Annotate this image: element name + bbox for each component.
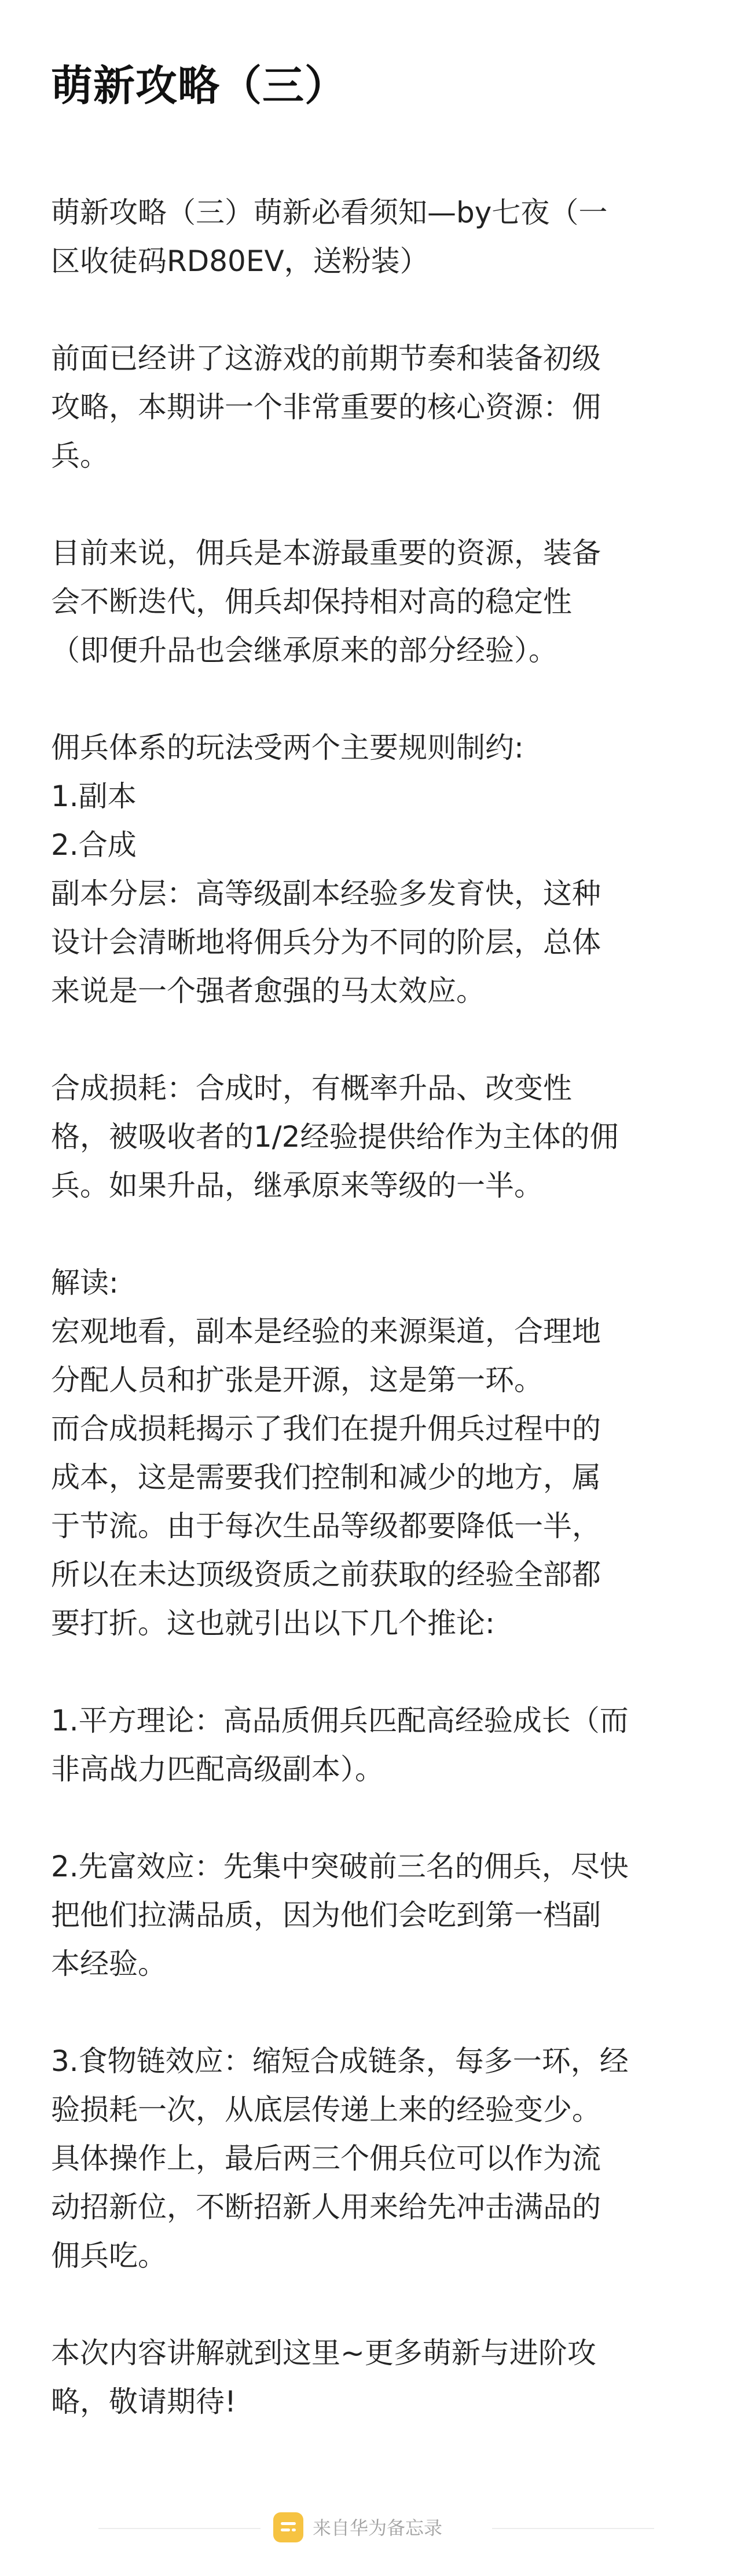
note-footer xyxy=(0,2508,741,2548)
body-text-line: 2.合成 xyxy=(51,828,137,862)
body-text-line: 佣兵体系的玩法受两个主要规则制约: xyxy=(51,731,524,764)
body-text-line: 非高战力匹配高级副本）。 xyxy=(51,1752,384,1786)
body-text-line: 本经验。 xyxy=(51,1947,167,1981)
body-text-line: 要打折。这也就引出以下几个推论: xyxy=(51,1607,495,1640)
body-text-line: 兵。如果升品，继承原来等级的一半。 xyxy=(51,1169,543,1202)
note-body xyxy=(51,188,694,2426)
body-text-line: 佣兵吃。 xyxy=(51,2239,167,2273)
body-text-line: 3.食物链效应：缩短合成链条，每多一环，经 xyxy=(51,2044,629,2078)
body-text-line: 目前来说，佣兵是本游最重要的资源，装备 xyxy=(51,536,601,570)
footer-divider-left xyxy=(98,2528,261,2529)
body-text-line: 而合成损耗揭示了我们在提升佣兵过程中的 xyxy=(51,1412,601,1446)
body-text-line: 来说是一个强者愈强的马太效应。 xyxy=(51,974,485,1008)
paragraph-spacer xyxy=(51,675,694,723)
paragraph-spacer xyxy=(51,1988,694,2037)
footer-source-text: 来自华为备忘录 xyxy=(313,2517,443,2539)
paragraph-spacer xyxy=(51,1210,694,1258)
footer-divider-right xyxy=(492,2528,654,2529)
body-text-line: 区收徒码RD80EV，送粉装） xyxy=(51,244,429,278)
body-text-line: 本次内容讲解就到这里~更多萌新与进阶攻 xyxy=(51,2336,596,2370)
paragraph-spacer xyxy=(51,286,694,334)
paragraph-spacer xyxy=(51,1648,694,1696)
paragraph-spacer xyxy=(51,1015,694,1064)
body-text-line: 兵。 xyxy=(51,439,109,473)
body-text-line: 格，被吸收者的1/2经验提供给作为主体的佣 xyxy=(51,1120,619,1154)
body-text-line: 成本，这是需要我们控制和减少的地方，属 xyxy=(51,1461,601,1494)
memo-app-icon xyxy=(273,2512,303,2542)
body-text-line: （即便升品也会继承原来的部分经验）。 xyxy=(51,634,557,667)
body-text-line: 验损耗一次，从底层传递上来的经验变少。 xyxy=(51,2093,601,2127)
body-text-line: 于节流。由于每次生品等级都要降低一半， xyxy=(51,1509,601,1543)
body-text-line: 所以在未达顶级资质之前获取的经验全部都 xyxy=(51,1558,601,1591)
paragraph-spacer xyxy=(51,480,694,529)
paragraph-spacer xyxy=(51,1794,694,1842)
body-text-line: 1.副本 xyxy=(51,780,137,813)
note-title: 萌新攻略（三） xyxy=(51,61,347,110)
body-text-line: 前面已经讲了这游戏的前期节奏和装备初级 xyxy=(51,342,601,375)
body-text-line: 略，敬请期待! xyxy=(51,2385,237,2418)
body-text-line: 把他们拉满品质，因为他们会吃到第一档副 xyxy=(51,1898,601,1932)
body-text-line: 宏观地看，副本是经验的来源渠道，合理地 xyxy=(51,1315,601,1348)
body-text-line: 1.平方理论：高品质佣兵匹配高经验成长（而 xyxy=(51,1704,629,1737)
body-text-line: 分配人员和扩张是开源，这是第一环。 xyxy=(51,1363,543,1397)
body-text-line: 副本分层：高等级副本经验多发育快，这种 xyxy=(51,877,601,910)
body-text-line: 攻略，本期讲一个非常重要的核心资源：佣 xyxy=(51,390,601,424)
body-text-line: 2.先富效应：先集中突破前三名的佣兵，尽快 xyxy=(51,1850,629,1883)
body-text-line: 具体操作上，最后两三个佣兵位可以作为流 xyxy=(51,2142,601,2175)
body-text-line: 合成损耗：合成时，有概率升品、改变性 xyxy=(51,1071,572,1105)
body-text-line: 萌新攻略（三）萌新必看须知—by七夜（一 xyxy=(51,196,608,229)
body-text-line: 动招新位，不断招新人用来给先冲击满品的 xyxy=(51,2190,601,2224)
body-text-line: 解读: xyxy=(51,1266,119,1300)
body-text-line: 会不断迭代，佣兵却保持相对高的稳定性 xyxy=(51,585,572,619)
paragraph-spacer xyxy=(51,2280,694,2329)
body-text-line: 设计会清晰地将佣兵分为不同的阶层，总体 xyxy=(51,925,601,959)
